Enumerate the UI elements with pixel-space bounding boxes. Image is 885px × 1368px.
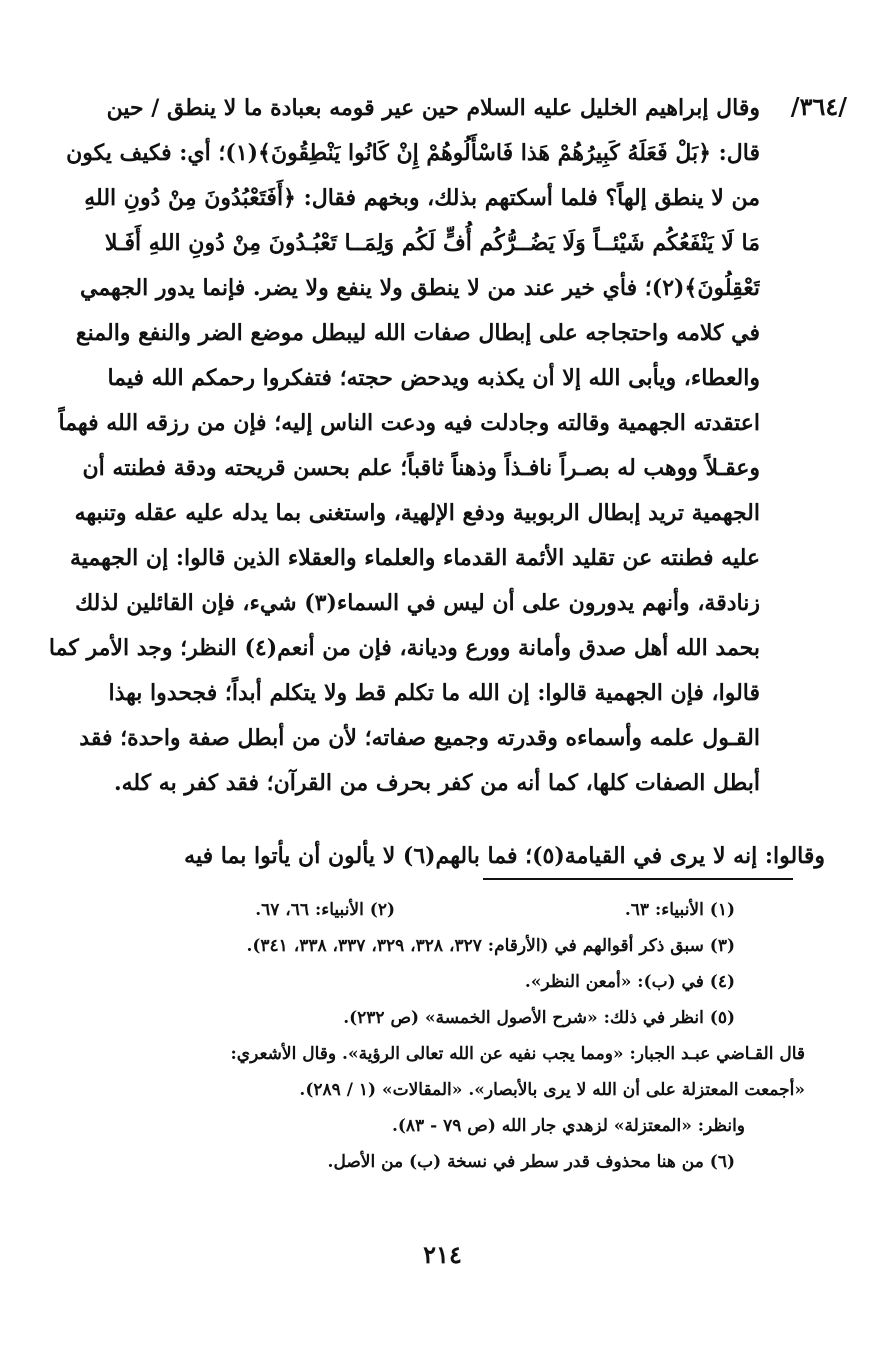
text-line: في كلامه واحتجاجه على إبطال صفات الله ليبطل موضع الضر والنفع والمنع: [75, 320, 760, 346]
carry-over-line: وقالوا: إنه لا يرى في القيامة(٥)؛ فما بالهم(٦) لا يألون أن يأتوا بما فيه: [184, 843, 825, 869]
text-line: تَعْقِلُونَ﴾(٢)؛ فأي خير عند من لا ينطق ولا ينفع ولا يضر. فإنما يدور الجهمي: [80, 275, 760, 301]
footnote-5-quote: «أجمعت المعتزلة على أن الله لا يرى بالأبصار». «المقالات» (١ / ٢٨٩).: [299, 1080, 805, 1100]
footnote-5: (٥) انظر في ذلك: «شرح الأصول الخمسة» (ص ٢٣٢).: [343, 1008, 735, 1028]
text-line: الجهمية تريد إبطال الربوبية ودفع الإلهية، واستغنى بما يدله عليه عقله وتنبهه: [74, 500, 760, 526]
paragraph-number: /٣٦٤/: [790, 92, 847, 121]
text-line: وقال إبراهيم الخليل عليه السلام حين عير قومه بعبادة ما لا ينطق / حين: [106, 95, 760, 121]
footnote-4: (٤) في (ب): «أمعن النظر».: [524, 972, 735, 992]
text-line: أبطل الصفات كلها، كما أنه من كفر بحرف من القرآن؛ فقد كفر به كله.: [113, 770, 760, 796]
text-line: زنادقة، وأنهم يدورون على أن ليس في السماء(٣) شيء، فإن القائلين لذلك: [75, 590, 760, 616]
text-line: مَا لَا يَنْفَعُكُم شَيْئــاً وَلَا يَضُــرُّكُم أُفٍّ لَكُم وَلِمَــا تَعْبُـدُونَ مِنْ دُونِ اللهِ أَفَـلا: [104, 230, 760, 256]
text-line: عليه فطنته عن تقليد الأئمة القدماء والعلماء والعقلاء الذين قالوا: إن الجهمية: [69, 545, 760, 571]
footnotes: [35, 892, 805, 1180]
text-line: قالوا، فإن الجهمية قالوا: إن الله ما تكلم قط ولا يتكلم أبداً؛ فجحدوا بهذا: [108, 680, 760, 706]
text-line: قال: ﴿بَلْ فَعَلَهُ كَبِيرُهُمْ هَذا فَاسْأَلُوهُمْ إِنْ كَانُوا يَنْطِقُونَ﴾(١)؛ أي: فكيف يكون: [66, 140, 760, 166]
text-line: اعتقدته الجهمية وقالته وجادلت فيه ودعت الناس إليه؛ فإن من رزقه الله فهماً: [58, 410, 760, 436]
text-line: وعقـلاً ووهب له بصـراً نافـذاً وذهناً ثاقباً؛ علم بحسن قريحته ودقة فطنته أن: [82, 455, 760, 481]
text-line: بحمد الله أهل صدق وأمانة وورع وديانة، فإن من أنعم(٤) النظر؛ وجد الأمر كما: [48, 635, 760, 661]
footnote-2: (٢) الأنبياء: ٦٦، ٦٧.: [255, 900, 395, 920]
footnote-5-quote: قال القـاضي عبـد الجبار: «ومما يجب نفيه عن الله تعالى الرؤية». وقال الأشعري:: [230, 1044, 805, 1064]
footnote-6: (٦) من هنا محذوف قدر سطر في نسخة (ب) من الأصل.: [327, 1152, 735, 1172]
page-number: ٢١٤: [423, 1240, 462, 1269]
footnote-5-reference: وانظر: «المعتزلة» لزهدي جار الله (ص ٧٩ - ٨٣).: [391, 1116, 745, 1136]
footnote-row: [35, 892, 735, 928]
text-line: القـول علمه وأسماءه وقدرته وجميع صفاته؛ لأن من أبطل صفة واحدة؛ فقد: [79, 725, 760, 751]
text-line: من لا ينطق إلهاً؟ فلما أسكتهم بذلك، وبخهم فقال: ﴿أَفَتَعْبُدُونَ مِنْ دُونِ اللهِ: [84, 185, 760, 211]
footnote-3: (٣) سبق ذكر أقوالهم في (الأرقام: ٣٢٧، ٣٢٨، ٣٢٩، ٣٣٧، ٣٣٨، ٣٤١).: [246, 936, 735, 956]
footnote-separator: [483, 878, 793, 880]
footnote-1: (١) الأنبياء: ٦٣.: [624, 900, 735, 920]
main-text: [40, 86, 760, 806]
text-line: والعطاء، ويأبى الله إلا أن يكذبه ويدحض حجته؛ فتفكروا رحمكم الله فيما: [107, 365, 760, 391]
